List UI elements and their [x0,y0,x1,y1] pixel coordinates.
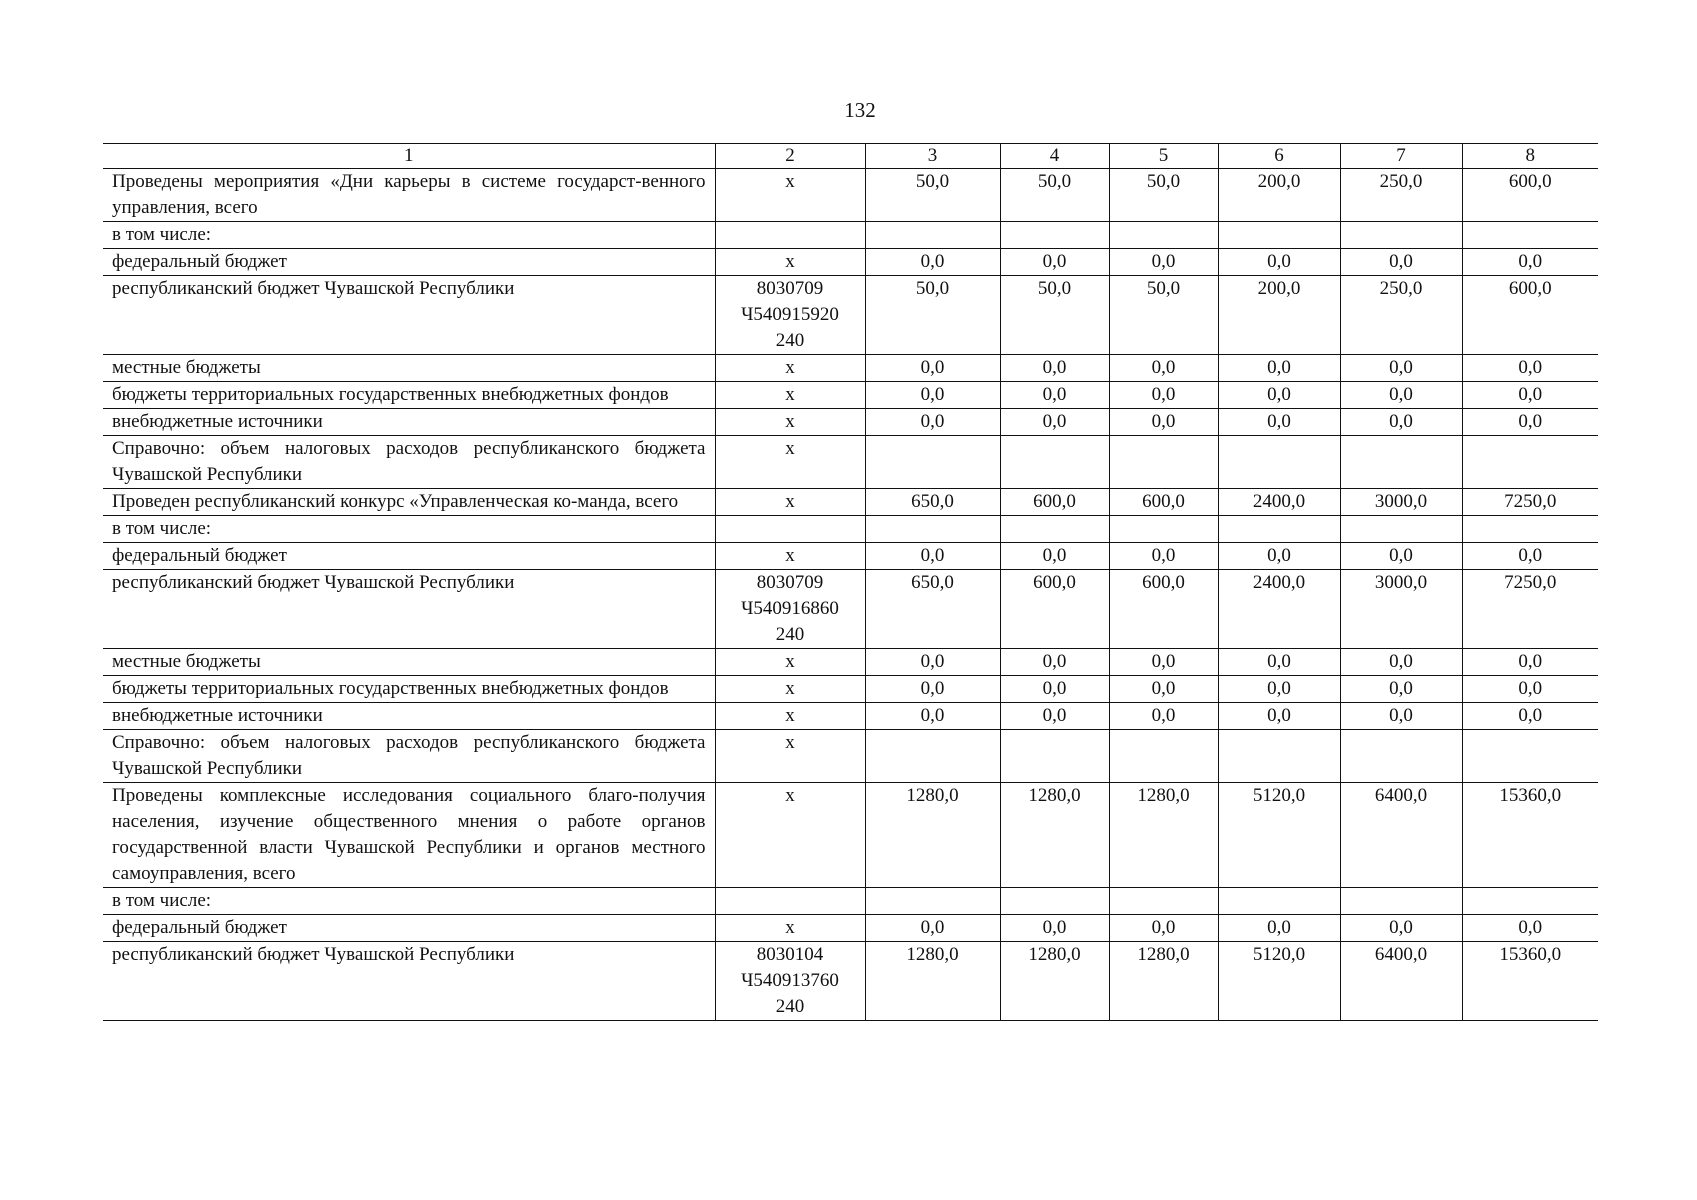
value-cell-col-6 [1218,730,1340,783]
value-cell-col-6: 200,0 [1218,169,1340,222]
value-cell-col-5: 0,0 [1109,409,1218,436]
row-description: федеральный бюджет [103,543,715,570]
value-cell-col-7 [1340,888,1462,915]
value-cell-col-5 [1109,222,1218,249]
row-description: внебюджетные источники [103,703,715,730]
value-cell-col-3: 1280,0 [865,942,1000,1021]
budget-classification-code: х [715,489,865,516]
table-row [103,942,1598,1021]
budget-classification-code: 8030709 Ч540915920 240 [715,276,865,355]
column-header-4: 4 [1000,144,1109,169]
value-cell-col-4: 0,0 [1000,355,1109,382]
budget-classification-code: х [715,703,865,730]
table-row [103,915,1598,942]
table-row [103,703,1598,730]
value-cell-col-8: 0,0 [1462,409,1598,436]
value-cell-col-8: 0,0 [1462,915,1598,942]
value-cell-col-3 [865,888,1000,915]
value-cell-col-8: 7250,0 [1462,570,1598,649]
value-cell-col-8: 15360,0 [1462,783,1598,888]
value-cell-col-7: 0,0 [1340,676,1462,703]
column-header-8: 8 [1462,144,1598,169]
value-cell-col-6 [1218,888,1340,915]
value-cell-col-7: 250,0 [1340,169,1462,222]
column-header-3: 3 [865,144,1000,169]
value-cell-col-3: 650,0 [865,570,1000,649]
value-cell-col-5: 50,0 [1109,276,1218,355]
table-row [103,249,1598,276]
value-cell-col-4: 600,0 [1000,570,1109,649]
value-cell-col-3: 0,0 [865,703,1000,730]
value-cell-col-5: 0,0 [1109,355,1218,382]
value-cell-col-4: 0,0 [1000,249,1109,276]
value-cell-col-4 [1000,436,1109,489]
row-description: в том числе: [103,888,715,915]
value-cell-col-3 [865,730,1000,783]
value-cell-col-5: 600,0 [1109,489,1218,516]
table-row [103,783,1598,888]
value-cell-col-6 [1218,516,1340,543]
value-cell-col-7: 0,0 [1340,249,1462,276]
value-cell-col-8 [1462,222,1598,249]
value-cell-col-6: 5120,0 [1218,942,1340,1021]
value-cell-col-6: 0,0 [1218,649,1340,676]
value-cell-col-4: 0,0 [1000,382,1109,409]
row-description: республиканский бюджет Чувашской Республики [103,276,715,355]
table-row [103,543,1598,570]
value-cell-col-5: 600,0 [1109,570,1218,649]
value-cell-col-5: 50,0 [1109,169,1218,222]
value-cell-col-5: 0,0 [1109,703,1218,730]
value-cell-col-8: 0,0 [1462,355,1598,382]
page-number: 132 [844,98,876,122]
value-cell-col-3: 0,0 [865,649,1000,676]
value-cell-col-8 [1462,730,1598,783]
budget-classification-code: 8030709 Ч540916860 240 [715,570,865,649]
value-cell-col-7: 0,0 [1340,703,1462,730]
value-cell-col-6: 0,0 [1218,409,1340,436]
value-cell-col-5 [1109,730,1218,783]
budget-classification-code: х [715,169,865,222]
table-row [103,169,1598,222]
table-row [103,516,1598,543]
row-description: бюджеты территориальных государственных внебюджетных фондов [103,382,715,409]
value-cell-col-3 [865,516,1000,543]
budget-classification-code: 8030104 Ч540913760 240 [715,942,865,1021]
table-row [103,649,1598,676]
table-row [103,570,1598,649]
value-cell-col-6: 0,0 [1218,249,1340,276]
value-cell-col-8: 0,0 [1462,649,1598,676]
value-cell-col-6: 2400,0 [1218,570,1340,649]
value-cell-col-3: 0,0 [865,355,1000,382]
value-cell-col-7: 250,0 [1340,276,1462,355]
value-cell-col-4: 50,0 [1000,276,1109,355]
value-cell-col-4: 0,0 [1000,649,1109,676]
column-header-7: 7 [1340,144,1462,169]
value-cell-col-7: 0,0 [1340,915,1462,942]
value-cell-col-7 [1340,516,1462,543]
value-cell-col-4: 0,0 [1000,915,1109,942]
value-cell-col-7: 6400,0 [1340,942,1462,1021]
value-cell-col-5: 0,0 [1109,915,1218,942]
value-cell-col-4: 600,0 [1000,489,1109,516]
budget-classification-code: х [715,249,865,276]
row-description: республиканский бюджет Чувашской Республики [103,570,715,649]
value-cell-col-4: 0,0 [1000,543,1109,570]
table-row [103,382,1598,409]
value-cell-col-8: 0,0 [1462,676,1598,703]
row-description: федеральный бюджет [103,249,715,276]
row-description: Проведены мероприятия «Дни карьеры в системе государст-венного управления, всего [103,169,715,222]
value-cell-col-7: 3000,0 [1340,570,1462,649]
budget-table [103,143,1598,1021]
value-cell-col-5: 1280,0 [1109,942,1218,1021]
value-cell-col-4 [1000,222,1109,249]
value-cell-col-7: 0,0 [1340,543,1462,570]
budget-classification-code: х [715,676,865,703]
row-description: бюджеты территориальных государственных внебюджетных фондов [103,676,715,703]
value-cell-col-3: 0,0 [865,409,1000,436]
row-description: федеральный бюджет [103,915,715,942]
value-cell-col-4: 0,0 [1000,676,1109,703]
table-row [103,409,1598,436]
budget-classification-code: х [715,730,865,783]
budget-classification-code [715,222,865,249]
row-description: Проведены комплексные исследования социального благо-получия населения, изучение общественного мнения о работе органов государственной власти Чувашской Республики и органов местного самоуправления, всего [103,783,715,888]
value-cell-col-7: 3000,0 [1340,489,1462,516]
row-description: внебюджетные источники [103,409,715,436]
column-header-6: 6 [1218,144,1340,169]
value-cell-col-8 [1462,436,1598,489]
value-cell-col-3: 0,0 [865,249,1000,276]
budget-classification-code: х [715,382,865,409]
value-cell-col-4: 0,0 [1000,703,1109,730]
header-row [103,144,1598,169]
value-cell-col-8: 0,0 [1462,382,1598,409]
value-cell-col-8: 7250,0 [1462,489,1598,516]
value-cell-col-5: 0,0 [1109,649,1218,676]
value-cell-col-7: 0,0 [1340,649,1462,676]
budget-classification-code: х [715,436,865,489]
value-cell-col-4: 50,0 [1000,169,1109,222]
value-cell-col-5 [1109,516,1218,543]
table-row [103,489,1598,516]
budget-classification-code: х [715,543,865,570]
budget-classification-code [715,516,865,543]
value-cell-col-6: 0,0 [1218,543,1340,570]
value-cell-col-7 [1340,436,1462,489]
value-cell-col-7 [1340,222,1462,249]
value-cell-col-5 [1109,888,1218,915]
value-cell-col-3: 0,0 [865,382,1000,409]
value-cell-col-7: 0,0 [1340,409,1462,436]
row-description: Справочно: объем налоговых расходов республиканского бюджета Чувашской Республики [103,436,715,489]
budget-classification-code: х [715,355,865,382]
value-cell-col-3: 0,0 [865,543,1000,570]
value-cell-col-3: 50,0 [865,169,1000,222]
budget-classification-code: х [715,409,865,436]
value-cell-col-4: 1280,0 [1000,942,1109,1021]
value-cell-col-6: 0,0 [1218,676,1340,703]
value-cell-col-6: 200,0 [1218,276,1340,355]
budget-classification-code: х [715,915,865,942]
value-cell-col-3: 650,0 [865,489,1000,516]
value-cell-col-3 [865,436,1000,489]
value-cell-col-8: 15360,0 [1462,942,1598,1021]
value-cell-col-6: 0,0 [1218,355,1340,382]
table-body [103,144,1598,1021]
value-cell-col-3: 0,0 [865,676,1000,703]
budget-classification-code: х [715,649,865,676]
table-row [103,355,1598,382]
value-cell-col-5: 1280,0 [1109,783,1218,888]
value-cell-col-5: 0,0 [1109,249,1218,276]
value-cell-col-3 [865,222,1000,249]
value-cell-col-4 [1000,888,1109,915]
value-cell-col-5: 0,0 [1109,543,1218,570]
table-row [103,730,1598,783]
table-row [103,436,1598,489]
value-cell-col-6: 0,0 [1218,382,1340,409]
value-cell-col-8 [1462,516,1598,543]
value-cell-col-3: 1280,0 [865,783,1000,888]
budget-classification-code: х [715,783,865,888]
value-cell-col-5 [1109,436,1218,489]
value-cell-col-7: 0,0 [1340,355,1462,382]
row-description: местные бюджеты [103,649,715,676]
row-description: в том числе: [103,222,715,249]
row-description: Справочно: объем налоговых расходов республиканского бюджета Чувашской Республики [103,730,715,783]
value-cell-col-6: 5120,0 [1218,783,1340,888]
column-header-1: 1 [103,144,715,169]
value-cell-col-5: 0,0 [1109,676,1218,703]
row-description: республиканский бюджет Чувашской Республики [103,942,715,1021]
value-cell-col-6 [1218,222,1340,249]
value-cell-col-7: 6400,0 [1340,783,1462,888]
table-row [103,222,1598,249]
value-cell-col-8: 0,0 [1462,543,1598,570]
value-cell-col-4 [1000,730,1109,783]
value-cell-col-5: 0,0 [1109,382,1218,409]
value-cell-col-8: 600,0 [1462,276,1598,355]
value-cell-col-3: 0,0 [865,915,1000,942]
value-cell-col-8 [1462,888,1598,915]
value-cell-col-6 [1218,436,1340,489]
value-cell-col-4 [1000,516,1109,543]
value-cell-col-6: 2400,0 [1218,489,1340,516]
table-row [103,276,1598,355]
row-description: местные бюджеты [103,355,715,382]
value-cell-col-4: 0,0 [1000,409,1109,436]
value-cell-col-6: 0,0 [1218,703,1340,730]
budget-classification-code [715,888,865,915]
value-cell-col-7 [1340,730,1462,783]
value-cell-col-7: 0,0 [1340,382,1462,409]
table-row [103,676,1598,703]
value-cell-col-8: 600,0 [1462,169,1598,222]
column-header-5: 5 [1109,144,1218,169]
row-description: в том числе: [103,516,715,543]
value-cell-col-8: 0,0 [1462,703,1598,730]
value-cell-col-6: 0,0 [1218,915,1340,942]
table-row [103,888,1598,915]
value-cell-col-8: 0,0 [1462,249,1598,276]
value-cell-col-3: 50,0 [865,276,1000,355]
value-cell-col-4: 1280,0 [1000,783,1109,888]
column-header-2: 2 [715,144,865,169]
row-description: Проведен республиканский конкурс «Управленческая ко-манда, всего [103,489,715,516]
